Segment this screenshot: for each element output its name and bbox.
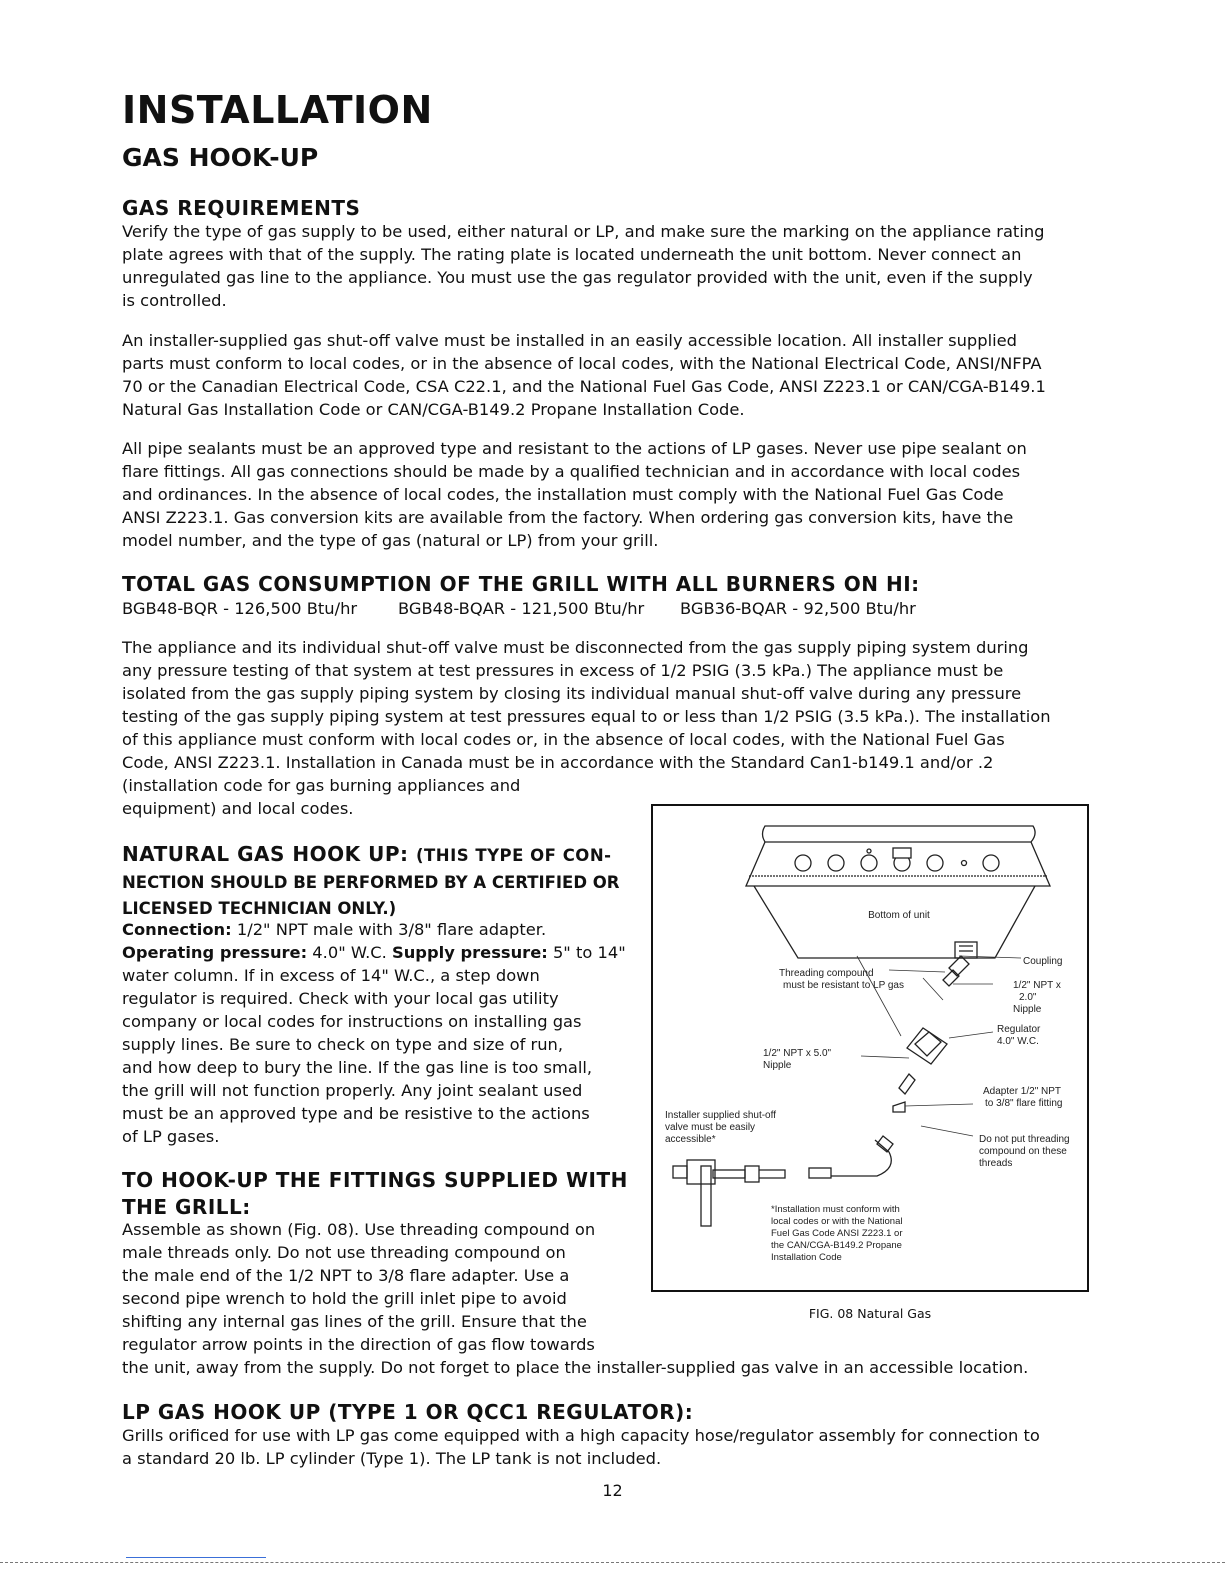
supply-pressure-label: Supply pressure: — [391, 943, 548, 962]
text-line: The appliance and its individual shut-off valve must be disconnected from the gas supply piping system during — [122, 638, 1029, 657]
figure-note: Installation Code — [771, 1252, 842, 1263]
text-line: Assemble as shown (Fig. 08). Use threading compound on — [122, 1220, 596, 1239]
total-consumption-heading: TOTAL GAS CONSUMPTION OF THE GRILL WITH ALL BURNERS ON HI: — [122, 572, 920, 596]
natural-gas-paragraph — [122, 918, 642, 1148]
lp-gas-paragraph — [122, 1424, 1102, 1470]
label-no-threading: compound on these — [979, 1146, 1067, 1157]
gas-requirements-paragraph-1 — [122, 220, 1102, 312]
text-line: model number, and the type of gas (natural or LP) from your grill. — [122, 531, 659, 550]
model-rating-1: BGB48-BQR - 126,500 Btu/hr — [122, 599, 358, 618]
text-line: supply lines. Be sure to check on type and size of run, — [122, 1035, 564, 1054]
fitting-assembly — [673, 956, 969, 1226]
text-line: company or local codes for instructions on installing gas — [122, 1012, 582, 1031]
grill-body — [754, 886, 1035, 958]
fittings-last-line: the unit, away from the supply. Do not forget to place the installer-supplied gas valve in an accessible location. — [122, 1358, 1029, 1377]
connection-line — [122, 918, 642, 941]
text-line: and ordinances. In the absence of local codes, the installation must comply with the National Fuel Gas Code — [122, 485, 1004, 504]
connection-value: 1/2" NPT male with 3/8" flare adapter. — [231, 920, 547, 939]
text-line: ANSI Z223.1. Gas conversion kits are available from the factory. When ordering gas conversion kits, have the — [122, 508, 1014, 527]
gas-requirements-heading: GAS REQUIREMENTS — [122, 196, 361, 220]
text-line: Code, ANSI Z223.1. Installation in Canada must be in accordance with the Standard Can1-b149.1 and/or .2 — [122, 753, 994, 772]
footer-rule — [126, 1557, 266, 1558]
gas-requirements-paragraph-2 — [122, 329, 1102, 421]
text-line: testing of the gas supply piping system at test pressures equal to or less than 1/2 PSIG (3.5 kPa.). The installation — [122, 707, 1051, 726]
text-line: equipment) and local codes. — [122, 799, 354, 818]
flex-line — [831, 1140, 891, 1176]
page-title: INSTALLATION — [122, 88, 433, 132]
label-nipple-5in: Nipple — [763, 1060, 792, 1071]
gas-requirements-paragraph-3 — [122, 437, 1102, 552]
knob — [795, 855, 811, 871]
page-subtitle: GAS HOOK-UP — [122, 143, 319, 172]
knob — [983, 855, 999, 871]
text-line: is controlled. — [122, 291, 227, 310]
label-adapter: Adapter 1/2" NPT — [983, 1086, 1062, 1097]
text-line: 70 or the Canadian Electrical Code, CSA C22.1, and the National Fuel Gas Code, ANSI Z223.1 or CAN/CGA-B149.1 — [122, 377, 1046, 396]
figure-note: the CAN/CGA-B149.2 Propane — [771, 1240, 902, 1251]
text-line: water column. If in excess of 14" W.C., a step down — [122, 966, 540, 985]
operating-pressure-label: Operating pressure: — [122, 943, 308, 962]
label-threading-compound: must be resistant to LP gas — [783, 980, 904, 991]
text-line: Verify the type of gas supply to be used, either natural or LP, and make sure the marking on the appliance rating — [122, 222, 1045, 241]
text-line: must be an approved type and be resistive to the actions — [122, 1104, 590, 1123]
ignition-box — [893, 848, 911, 858]
indicator — [962, 861, 967, 866]
label-shutoff-valve: valve must be easily — [665, 1122, 756, 1133]
text-line: male threads only. Do not use threading compound on — [122, 1243, 566, 1262]
label-regulator: 4.0" W.C. — [997, 1036, 1039, 1047]
label-bottom-of-unit: Bottom of unit — [868, 910, 930, 921]
figure-natural-gas-diagram — [651, 804, 1089, 1292]
grill-top-edge — [763, 826, 1036, 842]
model-rating-3: BGB36-BQAR - 92,500 Btu/hr — [680, 599, 916, 618]
label-nipple-5in: 1/2" NPT x 5.0" — [763, 1048, 832, 1059]
figure-note: local codes or with the National — [771, 1216, 903, 1227]
natural-gas-heading-main: NATURAL GAS HOOK UP: — [122, 842, 409, 866]
label-adapter: to 3/8" flare fitting — [985, 1098, 1063, 1109]
hookup-diagram — [653, 806, 1087, 1290]
label-no-threading: Do not put threading — [979, 1134, 1070, 1145]
label-nipple-2in: Nipple — [1013, 1004, 1042, 1015]
text-line: Natural Gas Installation Code or CAN/CGA-B149.2 Propane Installation Code. — [122, 400, 745, 419]
coupling — [949, 956, 969, 976]
fittings-heading-line: THE GRILL: — [122, 1195, 251, 1219]
text-line: a standard 20 lb. LP cylinder (Type 1). The LP tank is not included. — [122, 1449, 662, 1468]
lp-gas-heading: LP GAS HOOK UP (TYPE 1 OR QCC1 REGULATOR): — [122, 1400, 694, 1424]
adapter — [899, 1074, 915, 1094]
natural-gas-heading-note: (THIS TYPE OF CON- — [415, 846, 612, 865]
connection-label: Connection: — [122, 920, 232, 939]
natural-gas-heading — [122, 840, 642, 922]
text-line: any pressure testing of that system at test pressures in excess of 1/2 PSIG (3.5 kPa.) The appliance must be — [122, 661, 1004, 680]
model-rating-2: BGB48-BQAR - 121,500 Btu/hr — [398, 599, 645, 618]
inlet-box — [955, 942, 977, 958]
text-line: the grill will not function properly. Any joint sealant used — [122, 1081, 583, 1100]
text-line: regulator arrow points in the direction of gas flow towards — [122, 1335, 595, 1354]
figure-note: *Installation must conform with — [771, 1204, 900, 1215]
fittings-paragraph — [122, 1218, 642, 1356]
text-line: second pipe wrench to hold the grill inlet pipe to avoid — [122, 1289, 567, 1308]
label-regulator: Regulator — [997, 1024, 1041, 1035]
text-line: and how deep to bury the line. If the gas line is too small, — [122, 1058, 593, 1077]
knob — [861, 855, 877, 871]
page-number: 12 — [602, 1481, 623, 1500]
label-shutoff-valve: Installer supplied shut-off — [665, 1110, 776, 1121]
fittings-heading — [122, 1167, 628, 1221]
text-line: (installation code for gas burning appliances and — [122, 776, 521, 795]
fittings-heading-line: TO HOOK-UP THE FITTINGS SUPPLIED WITH — [122, 1168, 628, 1192]
text-line: flare fittings. All gas connections should be made by a qualified technician and in accordance with local codes — [122, 462, 1021, 481]
figure-note: Fuel Gas Code ANSI Z223.1 or — [771, 1228, 903, 1239]
operating-pressure-value: 4.0" W.C. — [307, 943, 392, 962]
union — [745, 1166, 759, 1182]
text-line: All pipe sealants must be an approved type and resistant to the actions of LP gases. Never use pipe sealant on — [122, 439, 1027, 458]
label-nipple-2in: 2.0" — [1019, 992, 1037, 1003]
knob — [927, 855, 943, 871]
label-coupling: Coupling — [1023, 956, 1063, 967]
page-bottom-divider — [0, 1562, 1225, 1563]
adapter-flare — [893, 1102, 905, 1112]
text-line: of this appliance must conform with local codes or, in the absence of local codes, with the National Fuel Gas — [122, 730, 1005, 749]
nipple-2in — [943, 970, 959, 986]
knob — [828, 855, 844, 871]
label-shutoff-valve: accessible* — [665, 1134, 716, 1145]
label-nipple-2in: 1/2" NPT x — [1013, 980, 1061, 991]
text-line: of LP gases. — [122, 1127, 220, 1146]
natural-gas-heading-note: LICENSED TECHNICIAN ONLY.) — [122, 899, 397, 918]
natural-gas-heading-note: NECTION SHOULD BE PERFORMED BY A CERTIFIED OR — [122, 873, 620, 892]
text-line: Grills orificed for use with LP gas come equipped with a high capacity hose/regulator assembly for connection to — [122, 1426, 1040, 1445]
text-line: An installer-supplied gas shut-off valve must be installed in an easily accessible location. All installer supplied — [122, 331, 1017, 350]
label-no-threading: threads — [979, 1158, 1013, 1169]
text-line: plate agrees with that of the supply. The rating plate is located underneath the unit bottom. Never connect an — [122, 245, 1022, 264]
pressure-line — [122, 941, 642, 964]
label-threading-compound: Threading compound — [779, 968, 874, 979]
supply-pressure-value: 5" to 14" — [547, 943, 626, 962]
text-line: regulator is required. Check with your local gas utility — [122, 989, 559, 1008]
text-line: unregulated gas line to the appliance. You must use the gas regulator provided with the unit, even if the supply — [122, 268, 1033, 287]
valve-handle — [701, 1166, 711, 1226]
figure-caption: FIG. 08 Natural Gas — [808, 1306, 932, 1321]
valve-outlet — [713, 1170, 745, 1178]
pressure-testing-paragraph — [122, 636, 1102, 820]
text-line: parts must conform to local codes, or in the absence of local codes, with the National Electrical Code, ANSI/NFPA — [122, 354, 1042, 373]
valve-inlet — [673, 1166, 687, 1178]
text-line: the male end of the 1/2 NPT to 3/8 flare adapter. Use a — [122, 1266, 570, 1285]
text-line: shifting any internal gas lines of the grill. Ensure that the — [122, 1312, 587, 1331]
text-line: isolated from the gas supply piping system by closing its individual manual shut-off valve during any pressure — [122, 684, 1022, 703]
control-knobs — [795, 848, 999, 871]
